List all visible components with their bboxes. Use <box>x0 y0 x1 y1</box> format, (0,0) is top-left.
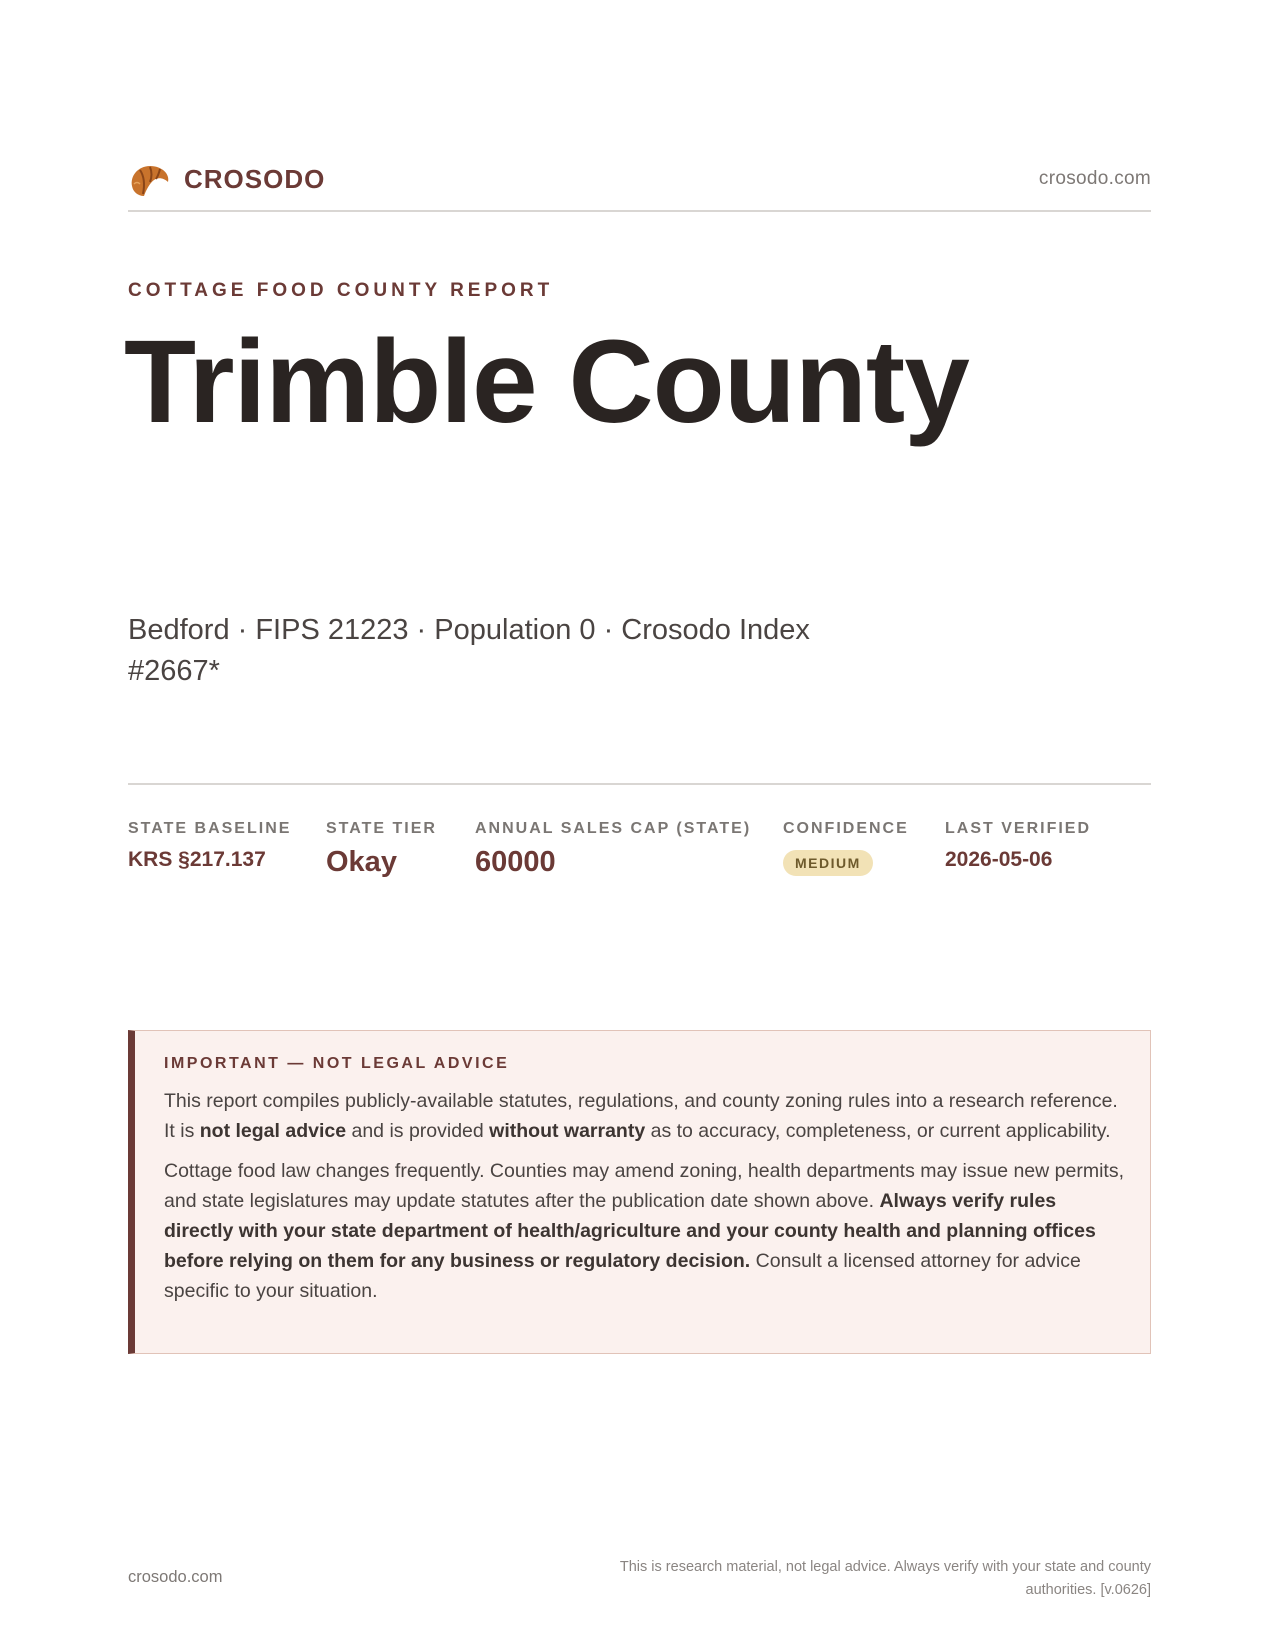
stat-value: 60000 <box>475 846 556 878</box>
footer-site: crosodo.com <box>128 1568 223 1586</box>
stat-state-baseline <box>128 820 291 872</box>
croissant-icon <box>128 160 172 200</box>
notice-emphasis: Always verify rules directly with your state department of health/agriculture and your county health and planning offices before relying on them for any business or regulatory decision. <box>164 1190 1096 1272</box>
site-link[interactable]: crosodo.com <box>1038 168 1151 189</box>
notice-emphasis: not legal advice <box>199 1120 347 1142</box>
stat-label: ANNUAL SALES CAP (STATE) <box>475 820 752 837</box>
notice-paragraph <box>164 1086 1126 1146</box>
notice-emphasis: without warranty <box>489 1120 646 1142</box>
stat-sales-cap <box>475 820 751 879</box>
brand-name: CROSODO <box>184 164 326 194</box>
notice-text: Cottage food law changes frequently. Counties may amend zoning, health departments may issue new permits, and state legislatures may update statutes after the publication date shown above. <box>164 1160 1124 1212</box>
stat-state-tier <box>326 820 437 879</box>
notice-text: and is provided <box>346 1120 490 1142</box>
notice-text: Consult a licensed attorney for advice specific to your situation. <box>164 1250 1081 1302</box>
page-header <box>128 158 1151 208</box>
notice-paragraph <box>164 1156 1126 1306</box>
status-badge: MEDIUM <box>783 850 873 876</box>
report-page <box>124 0 1151 1650</box>
stat-label: STATE BASELINE <box>128 820 292 837</box>
stat-value: KRS §217.137 <box>128 848 266 871</box>
report-subtitle: Bedford · FIPS 21223 · Population 0 · Crosodo Index #2667* <box>128 614 810 687</box>
stat-label: LAST VERIFIED <box>945 820 1092 837</box>
legal-notice <box>128 1030 1151 1354</box>
notice-text: as to accuracy, completeness, or current applicability. <box>645 1120 1111 1142</box>
stat-label: STATE TIER <box>326 820 437 837</box>
notice-heading: IMPORTANT — NOT LEGAL ADVICE <box>164 1055 510 1072</box>
stats-divider <box>128 783 1151 785</box>
header-divider <box>128 210 1151 212</box>
stat-confidence <box>783 820 909 876</box>
page-title: Trimble County <box>124 316 969 448</box>
stat-value: 2026-05-06 <box>945 848 1053 871</box>
notice-text: This report compiles publicly-available statutes, regulations, and county zoning rules into a research reference. It is <box>164 1090 1118 1142</box>
stat-label: CONFIDENCE <box>783 820 909 837</box>
report-kicker: COTTAGE FOOD COUNTY REPORT <box>128 280 554 301</box>
stat-value: Okay <box>326 846 397 878</box>
footer-disclaimer: This is research material, not legal advice. Always verify with your state and county authorities. [v.0626] <box>619 1559 1151 1598</box>
stat-last-verified <box>945 820 1091 872</box>
